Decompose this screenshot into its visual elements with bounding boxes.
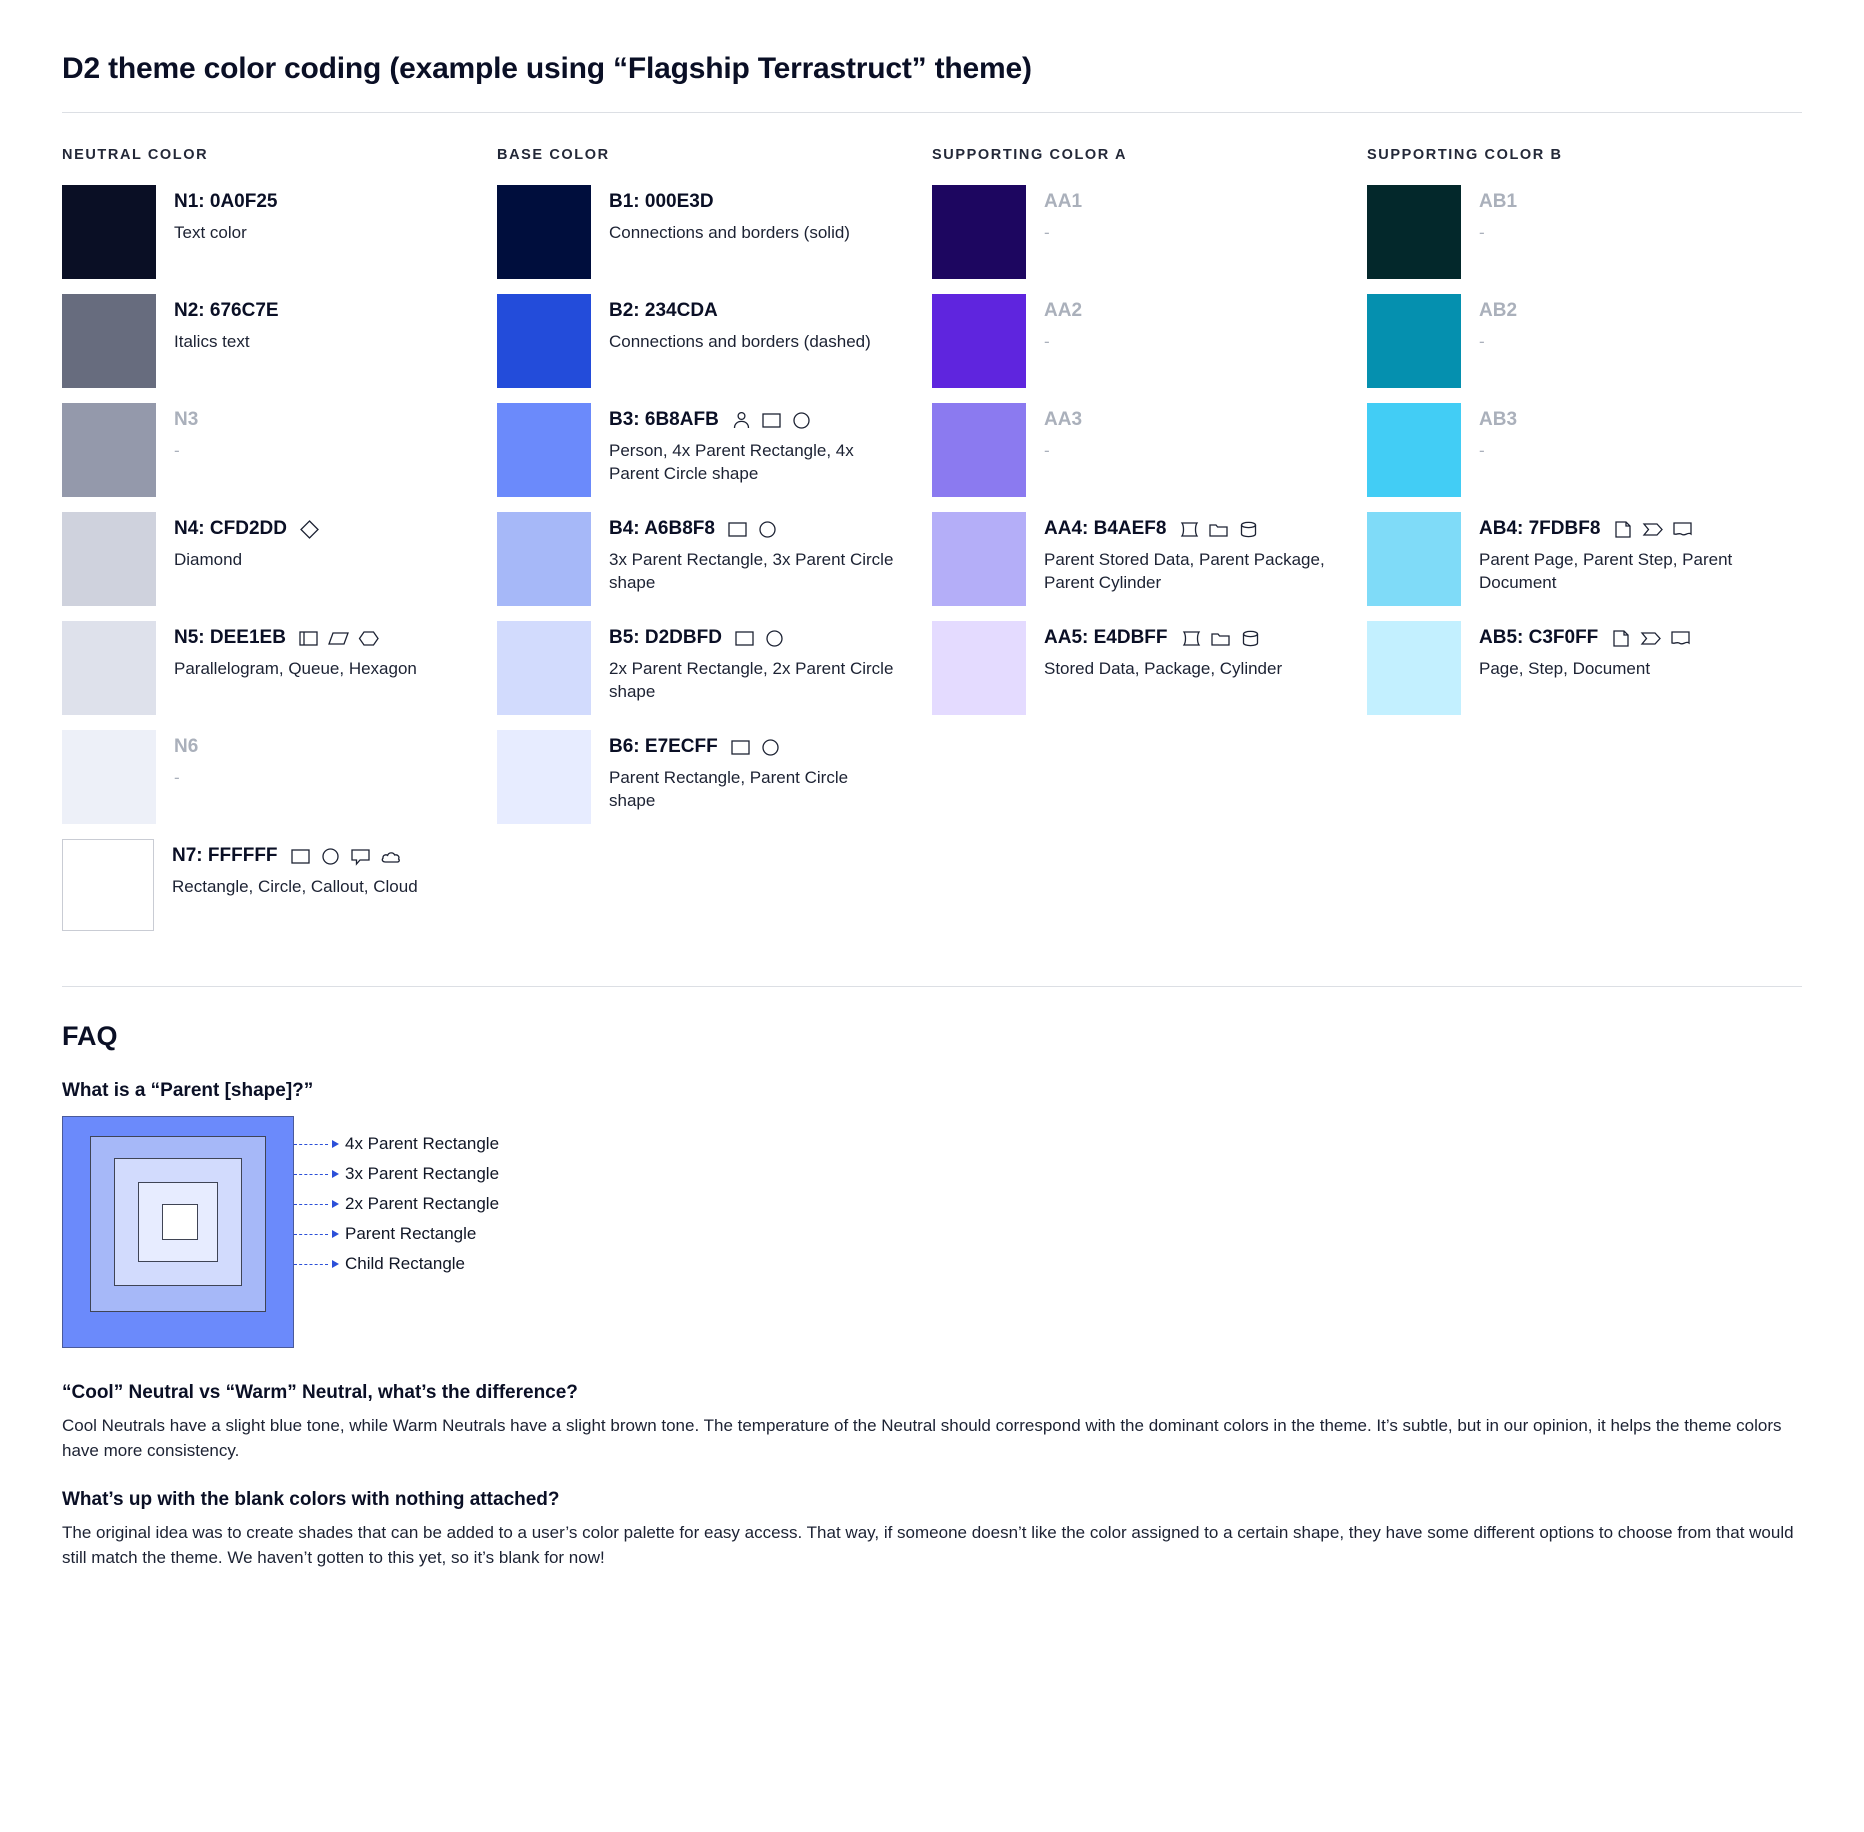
color-swatch	[932, 403, 1026, 497]
swatch-row	[62, 185, 479, 279]
document-icon	[1670, 628, 1692, 648]
swatch-text	[154, 839, 418, 899]
swatch-text	[1461, 294, 1517, 354]
nesting-label-text: 3x Parent Rectangle	[345, 1164, 500, 1183]
shape-icon-group	[290, 846, 402, 866]
faq-answer-2: Cool Neutrals have a slight blue tone, while Warm Neutrals have a slight brown tone. The temperature of the Neutral should correspond with the dominant colors in the theme. It’s subtle, but in our opinion, it helps the theme colors have more consistency.	[62, 1416, 1782, 1460]
swatch-label: AB4: 7FDBF8	[1479, 518, 1601, 539]
color-swatch	[62, 730, 156, 824]
diamond-icon	[299, 519, 321, 539]
rectangle-icon	[734, 628, 756, 648]
arrow-head	[332, 1170, 339, 1178]
connector-line	[294, 1144, 328, 1145]
rectangle-icon	[730, 737, 752, 757]
swatch-row	[497, 185, 914, 279]
swatch-row	[1367, 294, 1784, 388]
swatch-text	[1461, 185, 1517, 245]
connector-line	[294, 1234, 328, 1235]
swatch-description: -	[174, 767, 180, 787]
nesting-label-text: Parent Rectangle	[345, 1224, 477, 1243]
faq-question-1: What is a “Parent [shape]?”	[62, 1080, 314, 1101]
color-swatch	[1367, 403, 1461, 497]
arrow-head	[332, 1260, 339, 1268]
storeddata-icon	[1180, 628, 1202, 648]
page-icon	[1612, 519, 1634, 539]
swatch-row	[497, 403, 914, 497]
swatch-label: AB5: C3F0FF	[1479, 627, 1599, 648]
swatch-row	[932, 512, 1349, 606]
swatch-text	[1461, 621, 1692, 681]
connector-line	[294, 1174, 328, 1175]
color-swatch	[497, 730, 591, 824]
swatch-row	[1367, 403, 1784, 497]
swatch-label: N4: CFD2DD	[174, 518, 287, 539]
swatch-text	[156, 294, 279, 354]
column-heading: BASE COLOR	[497, 147, 610, 163]
swatch-label: N3	[174, 409, 199, 430]
connector-line	[294, 1204, 328, 1205]
swatch-row	[497, 730, 914, 824]
arrow-head	[332, 1200, 339, 1208]
nesting-diagram-wrap	[62, 1116, 1802, 1348]
swatch-description: Text color	[174, 222, 247, 242]
color-column	[497, 147, 932, 946]
swatch-row	[62, 403, 479, 497]
swatch-description: Connections and borders (dashed)	[609, 331, 871, 351]
shape-icon-group	[1610, 628, 1692, 648]
faq-question-3: What’s up with the blank colors with nothing attached?	[62, 1489, 560, 1511]
faq-answer-3: The original idea was to create shades that can be added to a user’s color palette for easy access. That way, if someone doesn’t like the color assigned to a certain shape, they have some different options to choose from that would still match the theme. We haven’t gotten to this yet, so it’s blank for now!	[62, 1523, 1794, 1567]
color-swatch	[62, 294, 156, 388]
color-columns	[62, 147, 1802, 946]
swatch-text	[1026, 621, 1282, 681]
nesting-label	[294, 1164, 499, 1184]
swatch-text	[1026, 403, 1082, 463]
shape-icon-group	[299, 519, 321, 539]
swatch-label: AB2	[1479, 300, 1518, 321]
faq-divider	[62, 986, 1802, 987]
swatch-text	[1026, 512, 1332, 595]
swatch-text	[1026, 294, 1082, 354]
swatch-description: Parent Rectangle, Parent Circle shape	[609, 767, 849, 810]
nesting-label	[294, 1134, 499, 1154]
swatch-row	[932, 294, 1349, 388]
swatch-description: Italics text	[174, 331, 250, 351]
swatch-description: Page, Step, Document	[1479, 658, 1651, 678]
rectangle-icon	[761, 410, 783, 430]
swatch-row	[62, 294, 479, 388]
shape-icon-group	[1178, 519, 1260, 539]
rectangle-icon	[727, 519, 749, 539]
color-swatch	[62, 621, 156, 715]
cylinder-icon	[1238, 519, 1260, 539]
swatch-label: AA2	[1044, 300, 1083, 321]
swatch-label: AA1	[1044, 191, 1083, 212]
step-icon	[1640, 628, 1662, 648]
circle-icon	[764, 628, 786, 648]
color-swatch	[1367, 512, 1461, 606]
swatch-description: -	[174, 440, 180, 460]
swatch-description: 2x Parent Rectangle, 2x Parent Circle shape	[609, 658, 894, 701]
arrow-head	[332, 1140, 339, 1148]
swatch-row	[497, 621, 914, 715]
swatch-description: -	[1044, 440, 1050, 460]
swatch-label: AA4: B4AEF8	[1044, 518, 1167, 539]
nesting-labels	[294, 1116, 894, 1348]
swatch-text	[591, 621, 897, 704]
swatch-row	[1367, 185, 1784, 279]
color-column	[932, 147, 1367, 946]
color-swatch	[932, 621, 1026, 715]
swatch-label: AB1	[1479, 191, 1518, 212]
swatch-description: Connections and borders (solid)	[609, 222, 850, 242]
nesting-label	[294, 1254, 465, 1274]
swatch-label: N6	[174, 736, 199, 757]
swatch-row	[62, 730, 479, 824]
swatch-description: -	[1479, 222, 1485, 242]
swatch-row	[497, 512, 914, 606]
swatch-text	[156, 730, 198, 790]
color-swatch	[497, 294, 591, 388]
nested-rectangle	[162, 1204, 198, 1240]
swatch-row	[62, 839, 479, 931]
color-swatch	[497, 512, 591, 606]
swatch-label: N1: 0A0F25	[174, 191, 278, 212]
circle-icon	[791, 410, 813, 430]
circle-icon	[760, 737, 782, 757]
circle-icon	[320, 846, 342, 866]
shape-icon-group	[731, 410, 813, 430]
queue-icon	[298, 628, 320, 648]
swatch-description: -	[1044, 222, 1050, 242]
package-icon	[1210, 628, 1232, 648]
swatch-text	[591, 185, 850, 245]
swatch-label: AA3	[1044, 409, 1083, 430]
color-swatch	[497, 185, 591, 279]
connector-line	[294, 1264, 328, 1265]
swatch-description: -	[1044, 331, 1050, 351]
hexagon-icon	[358, 628, 380, 648]
swatch-label: B4: A6B8F8	[609, 518, 715, 539]
swatch-text	[156, 512, 321, 572]
swatch-text	[591, 294, 871, 354]
page-icon	[1610, 628, 1632, 648]
color-swatch	[497, 621, 591, 715]
nesting-label	[294, 1224, 476, 1244]
step-icon	[1642, 519, 1664, 539]
shape-icon-group	[1180, 628, 1262, 648]
color-swatch	[62, 512, 156, 606]
package-icon	[1208, 519, 1230, 539]
swatch-label: B1: 000E3D	[609, 191, 714, 212]
swatch-description: 3x Parent Rectangle, 3x Parent Circle shape	[609, 549, 894, 592]
swatch-text	[1461, 403, 1517, 463]
person-icon	[731, 410, 753, 430]
circle-icon	[757, 519, 779, 539]
swatch-text	[591, 730, 897, 813]
storeddata-icon	[1178, 519, 1200, 539]
swatch-label: AA5: E4DBFF	[1044, 627, 1168, 648]
swatch-label: N5: DEE1EB	[174, 627, 286, 648]
swatch-text	[591, 512, 897, 595]
swatch-label: N2: 676C7E	[174, 300, 279, 321]
color-swatch	[62, 839, 154, 931]
column-heading: SUPPORTING COLOR B	[1367, 147, 1563, 163]
swatch-label: B5: D2DBFD	[609, 627, 722, 648]
color-swatch	[1367, 185, 1461, 279]
column-heading: NEUTRAL COLOR	[62, 147, 209, 163]
swatch-text	[156, 185, 278, 245]
color-column	[1367, 147, 1802, 946]
swatch-row	[497, 294, 914, 388]
swatch-text	[591, 403, 897, 486]
swatch-label: N7: FFFFFF	[172, 845, 278, 866]
cloud-icon	[380, 846, 402, 866]
title-divider	[62, 112, 1802, 113]
color-swatch	[1367, 621, 1461, 715]
swatch-row	[932, 621, 1349, 715]
nesting-diagram	[62, 1116, 294, 1348]
swatch-description: Parent Stored Data, Parent Package, Parent Cylinder	[1044, 549, 1325, 592]
shape-icon-group	[727, 519, 779, 539]
swatch-row	[62, 512, 479, 606]
shape-icon-group	[298, 628, 380, 648]
document-icon	[1672, 519, 1694, 539]
page-title: D2 theme color coding (example using “Flagship Terrastruct” theme)	[62, 52, 1032, 85]
swatch-text	[1461, 512, 1767, 595]
swatch-label: B6: E7ECFF	[609, 736, 718, 757]
swatch-description: Person, 4x Parent Rectangle, 4x Parent Circle shape	[609, 440, 854, 483]
swatch-row	[62, 621, 479, 715]
swatch-row	[932, 185, 1349, 279]
color-swatch	[1367, 294, 1461, 388]
shape-icon-group	[1612, 519, 1694, 539]
swatch-text	[1026, 185, 1082, 245]
callout-icon	[350, 846, 372, 866]
nesting-label-text: Child Rectangle	[345, 1254, 466, 1273]
nesting-label	[294, 1194, 499, 1214]
color-swatch	[932, 512, 1026, 606]
rectangle-icon	[290, 846, 312, 866]
swatch-label: B2: 234CDA	[609, 300, 718, 321]
column-heading: SUPPORTING COLOR A	[932, 147, 1128, 163]
parallelogram-icon	[328, 628, 350, 648]
swatch-row	[932, 403, 1349, 497]
swatch-description: Stored Data, Package, Cylinder	[1044, 658, 1283, 678]
swatch-label: AB3	[1479, 409, 1518, 430]
color-swatch	[932, 294, 1026, 388]
color-column	[62, 147, 497, 946]
cylinder-icon	[1240, 628, 1262, 648]
color-swatch	[62, 185, 156, 279]
swatch-label: B3: 6B8AFB	[609, 409, 719, 430]
arrow-head	[332, 1230, 339, 1238]
nesting-label-text: 2x Parent Rectangle	[345, 1194, 500, 1213]
swatch-description: Diamond	[174, 549, 243, 569]
faq-question-2: “Cool” Neutral vs “Warm” Neutral, what’s the difference?	[62, 1382, 578, 1403]
shape-icon-group	[734, 628, 786, 648]
swatch-row	[1367, 512, 1784, 606]
faq-heading: FAQ	[62, 1021, 118, 1051]
swatch-row	[1367, 621, 1784, 715]
color-swatch	[932, 185, 1026, 279]
shape-icon-group	[730, 737, 782, 757]
swatch-text	[156, 621, 417, 681]
swatch-description: Rectangle, Circle, Callout, Cloud	[172, 876, 418, 896]
color-swatch	[497, 403, 591, 497]
color-swatch	[62, 403, 156, 497]
nesting-label-text: 4x Parent Rectangle	[345, 1134, 500, 1153]
swatch-description: Parallelogram, Queue, Hexagon	[174, 658, 417, 678]
swatch-text	[156, 403, 198, 463]
swatch-description: Parent Page, Parent Step, Parent Document	[1479, 549, 1733, 592]
swatch-description: -	[1479, 440, 1485, 460]
swatch-description: -	[1479, 331, 1485, 351]
